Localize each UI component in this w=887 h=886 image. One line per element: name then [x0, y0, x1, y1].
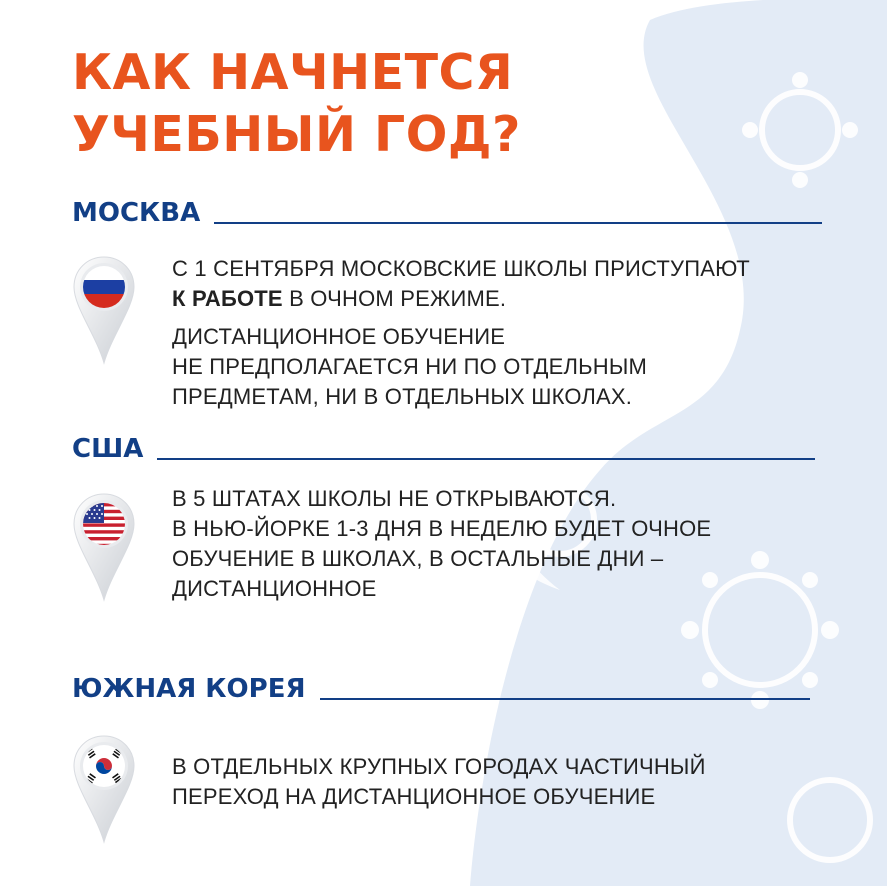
moscow-p2-line-1: ДИСТАНЦИОННОЕ ОБУЧЕНИЕ [172, 324, 506, 349]
section-heading-south-korea [72, 674, 810, 704]
usa-flag-icon [72, 492, 136, 604]
south-korea-paragraph [172, 752, 706, 812]
moscow-text [172, 254, 750, 412]
south-korea-flag-icon [72, 734, 136, 846]
south-korea-line-2: ПЕРЕХОД НА ДИСТАНЦИОННОЕ ОБУЧЕНИЕ [172, 784, 656, 809]
moscow-line-1: С 1 СЕНТЯБРЯ МОСКОВСКИЕ ШКОЛЫ ПРИСТУПАЮТ [172, 256, 750, 281]
title-line-1: КАК НАЧНЕТСЯ [72, 44, 514, 101]
section-divider [214, 222, 822, 224]
section-title: ЮЖНАЯ КОРЕЯ [72, 674, 306, 704]
usa-paragraph [172, 484, 711, 604]
section-title: США [72, 434, 144, 464]
moscow-paragraph-2 [172, 322, 750, 412]
section-title: МОСКВА [72, 198, 201, 228]
moscow-bold-text: К РАБОТЕ [172, 286, 283, 311]
usa-line-3: ОБУЧЕНИЕ В ШКОЛАХ, В ОСТАЛЬНЫЕ ДНИ – [172, 546, 664, 571]
moscow-line-2-rest: В ОЧНОМ РЕЖИМЕ. [282, 286, 507, 311]
russia-flag-icon [72, 255, 136, 367]
section-divider [320, 698, 810, 700]
title-line-2: УЧЕБНЫЙ ГОД? [72, 106, 521, 163]
south-korea-line-1: В ОТДЕЛЬНЫХ КРУПНЫХ ГОРОДАХ ЧАСТИЧНЫЙ [172, 754, 706, 779]
section-divider [157, 458, 815, 460]
usa-text [172, 484, 711, 604]
moscow-p2-line-2: НЕ ПРЕДПОЛАГАЕТСЯ НИ ПО ОТДЕЛЬНЫМ [172, 354, 648, 379]
usa-line-4: ДИСТАНЦИОННОЕ [172, 576, 377, 601]
section-heading-moscow [72, 198, 822, 228]
moscow-paragraph-1 [172, 254, 750, 314]
usa-line-1: В 5 ШТАТАХ ШКОЛЫ НЕ ОТКРЫВАЮТСЯ. [172, 486, 617, 511]
south-korea-text [172, 752, 706, 812]
section-heading-usa [72, 434, 815, 464]
moscow-p2-line-3: ПРЕДМЕТАМ, НИ В ОТДЕЛЬНЫХ ШКОЛАХ. [172, 384, 633, 409]
usa-line-2: В НЬЮ-ЙОРКЕ 1-3 ДНЯ В НЕДЕЛЮ БУДЕТ ОЧНОЕ [172, 516, 712, 541]
page-title [72, 42, 521, 166]
